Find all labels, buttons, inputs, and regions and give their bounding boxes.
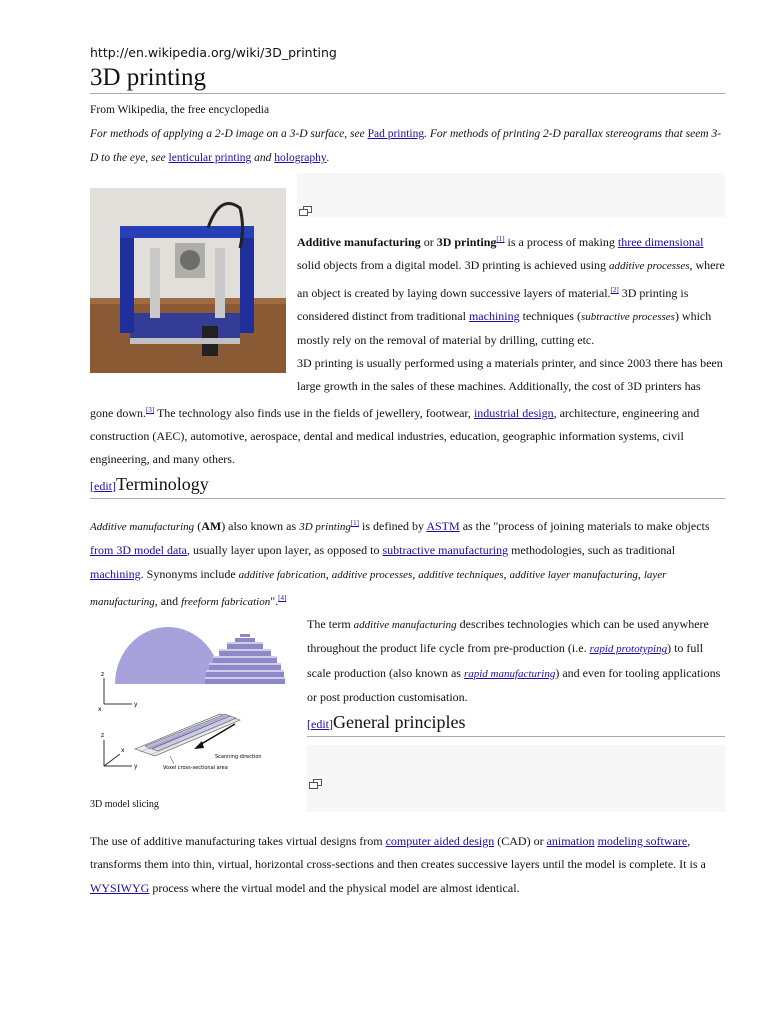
ref-4[interactable]: [4] (278, 593, 287, 602)
link-rapid-prototyping[interactable]: rapid prototyping (589, 643, 668, 656)
italic-term: additive techniques (418, 568, 504, 581)
text: , (503, 566, 510, 581)
slicing-figure[interactable] (90, 616, 300, 790)
italic-term: 3D printing (299, 521, 351, 533)
text: , transforms them into thin, virtual, horizontal cross-sections and then creates successive layers until the model is complete. It is a (90, 834, 706, 872)
link-wysiwyg[interactable]: WYSIWYG (90, 880, 150, 895)
axis-x-bottom: x (121, 747, 125, 754)
bold-term: AM (201, 519, 222, 533)
text: , architecture, engineering and construction (AEC), automotive, aerospace, dental and medical industries, education, geographic information systems, civil engineering, and many others. (90, 405, 700, 467)
page-title: 3D printing (90, 64, 725, 94)
infobox-top (297, 173, 725, 217)
link-rapid-manufacturing[interactable]: rapid manufacturing (463, 667, 556, 680)
hatnote-text: . For methods of printing 2-D parallax stereograms that seem 3-D to the eye, see (90, 128, 722, 164)
text: , and (154, 593, 182, 608)
text: ) also known as (221, 519, 300, 533)
term-paragraph-2 (307, 613, 725, 709)
ref-3[interactable]: [3] (146, 405, 155, 414)
text: ) which mostly rely on the removal of material by drilling, cutting etc. (297, 308, 712, 348)
intro-paragraph (297, 228, 725, 352)
printer-photo[interactable] (90, 188, 286, 373)
link-lenticular-printing[interactable]: lenticular printing (168, 152, 252, 164)
ref-2[interactable]: [2] (610, 285, 619, 294)
axis-z-bottom: z (101, 732, 105, 739)
text: , where an object is created by laying down successive layers of material. (297, 258, 725, 300)
second-paragraph (90, 352, 725, 471)
slicing-diagram (90, 616, 300, 790)
link-subtractive-manufacturing[interactable]: subtractive manufacturing (382, 543, 509, 558)
hatnote-text: and (251, 152, 275, 164)
heading-general-principles (307, 710, 725, 737)
hatnote-text: For methods of applying a 2-D image on a 3-D surface, see (90, 128, 368, 140)
text: , usually layer upon layer, as opposed to (186, 543, 383, 558)
axis-y-top: y (134, 701, 138, 708)
italic-term: freeform fabrication (181, 595, 271, 608)
link-3d-model-data[interactable]: from 3D model data (90, 543, 187, 558)
text: , (325, 566, 332, 581)
text: 3D printing is considered distinct from traditional (297, 285, 689, 323)
italic-term: additive fabrication (238, 568, 326, 581)
text: as the "process of joining materials to make objects (459, 519, 710, 533)
text: process where the virtual model and the physical model are almost identical. (149, 880, 520, 895)
infobox-general (307, 745, 725, 812)
ref-1[interactable]: [1] (350, 519, 360, 527)
text: The term (307, 617, 354, 631)
bold-term: 3D printing (436, 235, 497, 249)
text: , (412, 566, 419, 581)
text: or (420, 235, 437, 249)
link-machining[interactable]: machining (90, 566, 141, 581)
axis-y-bottom: y (134, 763, 138, 770)
link-machining[interactable]: machining (468, 308, 520, 323)
printer-image (90, 188, 286, 373)
text: (CAD) or (494, 834, 547, 848)
italic-term: layer manufacturing (90, 568, 667, 608)
link-industrial-design[interactable]: industrial design (473, 405, 554, 420)
hatnote (90, 122, 725, 170)
italic-term: subtractive processes (580, 310, 675, 323)
hatnote-text: . (326, 152, 330, 164)
page-url: http://en.wikipedia.org/wiki/3D_printing (90, 45, 337, 60)
expand-icon[interactable] (309, 779, 321, 788)
general-paragraph (90, 830, 725, 900)
link-astm[interactable]: ASTM (426, 519, 460, 533)
text: is defined by (359, 519, 427, 533)
label-voxel: Voxel cross-sectional area (163, 765, 228, 771)
link-three-dimensional[interactable]: three dimensional (617, 235, 704, 249)
label-scanning-direction: Scanning direction (215, 754, 262, 760)
link-modeling-software[interactable]: modeling software (597, 834, 688, 848)
heading-text: General principles (333, 712, 466, 732)
text: ". (270, 593, 279, 608)
italic-term: additive manufacturing (353, 619, 457, 631)
figure-caption: 3D model slicing (90, 799, 159, 810)
text: is a process of making (504, 235, 618, 249)
heading-terminology (90, 472, 725, 499)
link-holography[interactable]: holography (274, 152, 327, 164)
text: techniques ( (519, 308, 581, 323)
italic-term: additive processes (608, 260, 690, 273)
italic-term: Additive manufacturing (90, 521, 195, 533)
text: 3D printing is usually performed using a materials printer, and since 2003 there has been large growth in the sales of these machines. Additionally, the cost of 3D printers has gone down. (90, 356, 723, 420)
text: The use of additive manufacturing takes virtual designs from (90, 834, 386, 848)
heading-text: Terminology (116, 474, 209, 494)
link-pad-printing[interactable]: Pad printing (367, 128, 425, 140)
link-computer-aided-design[interactable]: computer aided design (385, 834, 495, 848)
ref-1[interactable]: [1] (496, 235, 505, 243)
italic-term: additive layer manufacturing (509, 568, 638, 581)
text: describes technologies which can be used anywhere throughout the product life cycle from pre-production (i.e. (307, 617, 709, 656)
tagline: From Wikipedia, the free encyclopedia (90, 104, 270, 116)
text: , (637, 566, 644, 581)
text: solid objects from a digital model. 3D printing is achieved using (297, 258, 609, 273)
text: ) and even for tooling applications or post production customisation. (307, 665, 721, 704)
axis-x-top: x (98, 706, 102, 713)
bold-term: Additive manufacturing (297, 235, 421, 249)
text: The technology also finds use in the fields of jewellery, footwear, (154, 405, 474, 420)
terminology-paragraph (90, 512, 725, 614)
edit-link[interactable]: [edit] (90, 479, 116, 493)
text: ( (194, 519, 202, 533)
text: . Synonyms include (140, 566, 239, 581)
edit-link[interactable]: [edit] (307, 717, 333, 731)
link-animation[interactable]: animation (546, 834, 595, 848)
axis-z-top: z (101, 671, 105, 678)
text: methodologies, such as traditional (508, 543, 676, 558)
expand-icon[interactable] (299, 206, 311, 215)
italic-term: additive processes (331, 568, 413, 581)
text: ) to full scale production (also known as (307, 641, 704, 680)
